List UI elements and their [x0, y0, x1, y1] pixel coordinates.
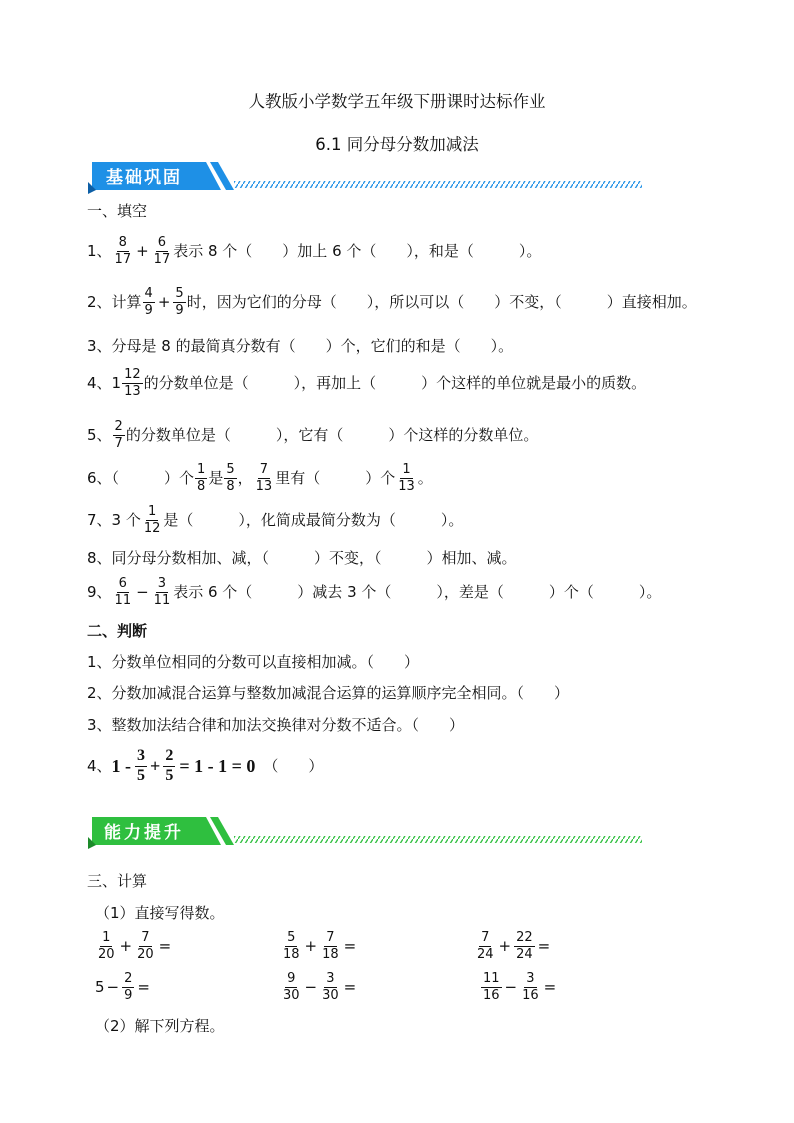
- page-title: 人教版小学数学五年级下册课时达标作业: [248, 92, 546, 111]
- page-subtitle: 6.1 同分母分数加减法: [315, 135, 479, 154]
- fill-q2: 2、计算 $\frac{4}{9}$ + $\frac{5}{9}$ 时，因为它们的分母（ ），所以可以（ ）不变，（ ）直接相加。: [87, 286, 697, 318]
- section3-heading: 三、计算: [87, 872, 148, 890]
- fraction: $\frac{3}{11}$: [153, 576, 171, 608]
- fraction: $\frac{7}{20}$: [137, 930, 154, 962]
- section-banner-basic: [88, 160, 644, 194]
- section2-heading: 二、判断: [87, 622, 148, 640]
- fill-q8: 8、同分母分数相加、减，（ ）不变，（ ）相加、减。: [87, 549, 517, 567]
- fraction: $\frac{3}{30}$: [322, 971, 339, 1003]
- calc-item: $\frac{7}{24}$ + $\frac{22}{24}$ =: [477, 930, 551, 962]
- fraction: $\frac{7}{18}$: [322, 930, 339, 962]
- fraction: $\frac{7}{13}$: [255, 462, 273, 494]
- calc-item: $\frac{1}{20}$ + $\frac{7}{20}$ =: [98, 930, 172, 962]
- fraction: $\frac{3}{5}$: [137, 747, 146, 784]
- fraction: $\frac{1}{12}$: [143, 504, 161, 536]
- banner-advanced-label: 能力提升: [104, 823, 184, 843]
- calc-item: $\frac{5}{18}$ + $\frac{7}{18}$ =: [283, 930, 357, 962]
- fraction: $\frac{6}{11}$: [114, 576, 132, 608]
- fraction: $\frac{8}{17}$: [114, 235, 132, 267]
- fraction: $\frac{12}{13}$: [124, 367, 141, 399]
- fraction: $\frac{7}{24}$: [477, 930, 494, 962]
- banner-basic-label: 基础巩固: [106, 168, 182, 188]
- fill-q5: 5、 $\frac{2}{7}$ 的分数单位是（ ），它有（ ）个这样的分数单位。: [87, 419, 539, 451]
- fill-q9: 9、 $\frac{6}{11}$ − $\frac{3}{11}$ 表示 6 个（ ）减去 3 个（ ），差是（ ）个（ ）。: [87, 576, 662, 608]
- fraction: $\frac{22}{24}$: [516, 930, 533, 962]
- fraction: $\frac{5}{8}$: [226, 462, 235, 494]
- fraction: $\frac{1}{8}$: [197, 462, 206, 494]
- fraction: $\frac{2}{5}$: [165, 747, 174, 784]
- judge-q1: 1、分数单位相同的分数可以直接相加减。（ ）: [87, 653, 420, 671]
- fraction: $\frac{2}{7}$: [114, 419, 123, 451]
- fraction: $\frac{11}{16}$: [483, 971, 500, 1003]
- calc-item: $\frac{9}{30}$ − $\frac{3}{30}$ =: [283, 971, 357, 1003]
- calc-sub1: （1）直接写得数。: [95, 904, 225, 922]
- fraction: $\frac{5}{18}$: [283, 930, 300, 962]
- calc-item: $\frac{11}{16}$ − $\frac{3}{16}$ =: [483, 971, 557, 1003]
- fraction: $\frac{1}{20}$: [98, 930, 115, 962]
- fraction: $\frac{1}{13}$: [398, 462, 415, 494]
- calc-item: 5 − $\frac{2}{9}$ =: [95, 971, 150, 1003]
- calc-sub2: （2）解下列方程。: [95, 1017, 225, 1035]
- section1-heading: 一、填空: [87, 202, 148, 220]
- judge-q4-expression: 1 - $\frac{3}{5}$ + $\frac{2}{5}$ = 1 - 1 = 0: [111, 747, 256, 784]
- judge-q3: 3、整数加法结合律和加法交换律对分数不适合。（ ）: [87, 716, 465, 734]
- fraction: $\frac{9}{30}$: [283, 971, 300, 1003]
- fraction: $\frac{6}{17}$: [153, 235, 171, 267]
- fraction: $\frac{4}{9}$: [144, 286, 153, 318]
- fill-q6: 6、（ ）个 $\frac{1}{8}$ 是 $\frac{5}{8}$ ， $\frac{7}{13}$ 里有（ ）个 $\frac{1}{13}$ 。: [87, 462, 433, 494]
- fraction: $\frac{2}{9}$: [124, 971, 133, 1003]
- fill-q7: 7、3 个 $\frac{1}{12}$ 是（ ），化简成最简分数为（ ）。: [87, 504, 464, 536]
- fill-q3: 3、分母是 8 的最简真分数有（ ）个，它们的和是（ ）。: [87, 337, 514, 355]
- fraction: $\frac{3}{16}$: [522, 971, 539, 1003]
- fraction: $\frac{5}{9}$: [175, 286, 184, 318]
- section-banner-advanced: [88, 815, 644, 849]
- fill-q1: 1、 $\frac{8}{17}$ + $\frac{6}{17}$ 表示 8 个（ ）加上 6 个（ ），和是（ ）。: [87, 235, 542, 267]
- fill-q4: 4、 1 $\frac{12}{13}$ 的分数单位是（ ），再加上（ ）个这样的单位就是最小的质数。: [87, 367, 647, 399]
- judge-q4: 4、 1 - $\frac{3}{5}$ + $\frac{2}{5}$ = 1 - 1 = 0 （ ）: [87, 747, 324, 784]
- judge-q2: 2、分数加减混合运算与整数加减混合运算的运算顺序完全相同。（ ）: [87, 684, 570, 702]
